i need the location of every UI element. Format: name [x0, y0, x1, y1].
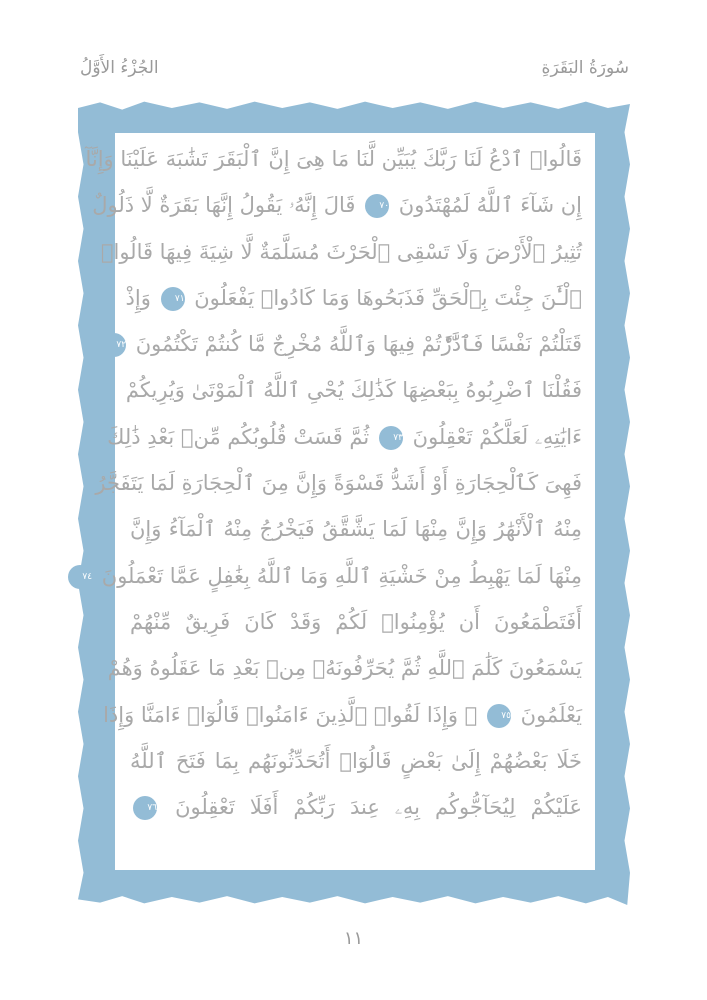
- verse-text: يَعْلَمُونَ: [520, 702, 582, 727]
- verse-text: قَالَ إِنَّهُۥ يَقُولُ إِنَّهَا بَقَرَةٌ لَّا ذَلُولٌ: [92, 193, 356, 218]
- verse-text: ءَايَٰتِهِۦ لَعَلَّكُمْ تَعْقِلُونَ: [412, 424, 582, 449]
- text-line: [130, 738, 582, 784]
- verse-text: مِنْهُ ٱلْأَنْهَٰرُ وَإِنَّ مِنْهَا لَمَا يَشَّقَّقُ فَيَخْرُجُ مِنْهُ ٱلْمَآءُ وَإِنَّ: [130, 517, 582, 542]
- verse-text: ٱلْـَٰٔنَ جِئْتَ بِٱلْحَقِّ فَذَبَحُوهَا وَمَا كَادُوا۟ يَفْعَلُونَ: [194, 285, 582, 310]
- page-number: ١١: [343, 928, 364, 949]
- verse-text: قَالُوا۟ ٱدْعُ لَنَا رَبَّكَ يُبَيِّن لَّنَا مَا هِىَ إِنَّ ٱلْبَقَرَ تَشَٰبَهَ عَلَيْنَا وَإِنَّآ: [85, 147, 582, 171]
- text-line: [130, 784, 582, 830]
- verse-text: إِن شَآءَ ٱللَّهُ لَمُهْتَدُونَ: [398, 193, 582, 218]
- verse-end-marker: ٧٤: [68, 565, 92, 589]
- verse-text: أَفَتَطْمَعُونَ أَن يُؤْمِنُوا۟ لَكُمْ وَقَدْ كَانَ فَرِيقٌ مِّنْهُمْ: [130, 609, 582, 634]
- verse-end-marker: ٧١: [161, 287, 185, 311]
- verse-text: ثُمَّ قَسَتْ قُلُوبُكُم مِّنۢ بَعْدِ ذَٰلِكَ: [107, 424, 370, 449]
- quran-text-block: [82, 136, 582, 830]
- verse-end-marker: ٧٠: [365, 194, 389, 218]
- text-line: [82, 553, 582, 599]
- text-line: [95, 460, 582, 506]
- text-line: [103, 692, 582, 738]
- text-line: [100, 229, 582, 275]
- verse-text: وَإِذْ: [125, 285, 151, 310]
- text-line: [107, 645, 582, 691]
- text-line: [125, 367, 582, 413]
- text-line: [107, 414, 582, 460]
- verse-end-marker: ٧٣: [379, 426, 403, 450]
- verse-text: يَسْمَعُونَ كَلَٰمَ ٱللَّهِ ثُمَّ يُحَرِّفُونَهُۥ مِنۢ بَعْدِ مَا عَقَلُوهُ وَهُمْ: [107, 656, 582, 681]
- text-line: [130, 506, 582, 552]
- verse-text: قَتَلْتُمْ نَفْسًا فَٱدَّٰرَْٰٔتُمْ فِيهَا وَٱللَّهُ مُخْرِجٌ مَّا كُنتُمْ تَكْتُمُونَ: [135, 332, 582, 357]
- verse-text: عَلَيْكُمْ لِيُحَآجُّوكُم بِهِۦ عِندَ رَبِّكُمْ أَفَلَا تَعْقِلُونَ: [175, 795, 582, 820]
- text-line: [116, 321, 582, 367]
- juz-title: الجُزْءُ الأَوَّلُ: [80, 58, 159, 78]
- text-line: [130, 599, 582, 645]
- verse-text: تُثِيرُ ٱلْأَرْضَ وَلَا تَسْقِى ٱلْحَرْثَ مُسَلَّمَةٌ لَّا شِيَةَ فِيهَا قَالُوا۟: [100, 239, 582, 264]
- verse-end-marker: ٧٥: [487, 704, 511, 728]
- verse-text: مِنْهَا لَمَا يَهْبِطُ مِنْ خَشْيَةِ ٱللَّهِ وَمَا ٱللَّهُ بِغَٰفِلٍ عَمَّا تَعْمَلُونَ: [101, 563, 582, 588]
- verse-end-marker: ٧٦: [133, 796, 157, 820]
- text-line: [85, 136, 582, 182]
- text-line: [125, 275, 582, 321]
- verse-text: فَقُلْنَا ٱضْرِبُوهُ بِبَعْضِهَا كَذَٰلِكَ يُحْىِ ٱللَّهُ ٱلْمَوْتَىٰ وَيُرِيكُمْ: [125, 378, 582, 403]
- text-line: [92, 182, 582, 228]
- verse-text: خَلَا بَعْضُهُمْ إِلَىٰ بَعْضٍ قَالُوٓا۟ أَتُحَدِّثُونَهُم بِمَا فَتَحَ ٱللَّهُ: [130, 748, 582, 773]
- verse-text: ۞ وَإِذَا لَقُوا۟ ٱلَّذِينَ ءَامَنُوا۟ قَالُوٓا۟ ءَامَنَّا وَإِذَا: [103, 702, 478, 727]
- surah-title: سُورَةُ البَقَرَةِ: [541, 58, 629, 78]
- verse-text: فَهِىَ كَٱلْحِجَارَةِ أَوْ أَشَدُّ قَسْوَةً وَإِنَّ مِنَ ٱلْحِجَارَةِ لَمَا يَتَفَجَّرُ: [95, 471, 582, 496]
- verse-end-marker: ٧٢: [102, 333, 126, 357]
